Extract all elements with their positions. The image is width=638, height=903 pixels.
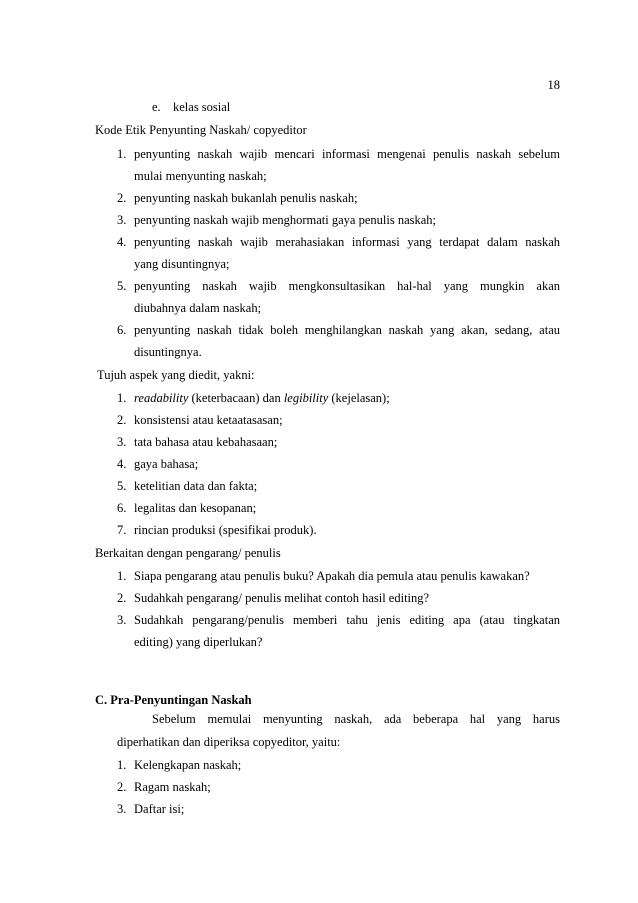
section-heading-c: C. Pra-Penyuntingan Naskah (95, 693, 252, 707)
term-readability-desc: (keterbacaan) dan (188, 391, 284, 405)
list-item-text: legalitas dan kesopanan; (134, 501, 257, 515)
list-item-text-cont: diubahnya dalam naskah; (134, 301, 262, 315)
list-number: 3. (117, 613, 127, 627)
list-item-text: Ragam naskah; (134, 780, 211, 794)
list-number: 3. (117, 802, 127, 816)
term-legibility: legibility (283, 391, 329, 405)
list-number: 3. (117, 435, 127, 449)
list-item-text: penyunting naskah bukanlah penulis naskah; (134, 191, 358, 205)
list-item-text: tata bahasa atau kebahasaan; (134, 435, 278, 449)
list-number: 5. (117, 479, 127, 493)
section-heading: Tujuh aspek yang diedit, yakni: (97, 368, 255, 382)
list-item-text (134, 390, 390, 406)
page-number: 18 (547, 78, 560, 92)
list-item-text-cont: editing) yang diperlukan? (134, 635, 263, 649)
list-item-text: ketelitian data dan fakta; (134, 479, 258, 493)
list-item-text: Daftar isi; (134, 802, 185, 816)
list-item-text: penyunting naskah wajib menghormati gaya penulis naskah; (134, 213, 437, 227)
list-number: 6. (117, 323, 127, 337)
list-number: 1. (117, 569, 127, 583)
list-item-text-cont: yang disuntingnya; (134, 257, 230, 271)
list-marker: e. (152, 100, 161, 114)
list-item-text: Siapa pengarang atau penulis buku? Apakah dia pemula atau penulis kawakan? (134, 569, 530, 583)
list-item-text-cont: disuntingnya. (134, 345, 202, 359)
list-item-text: kelas sosial (173, 100, 231, 114)
list-number: 2. (117, 413, 127, 427)
list-number: 2. (117, 780, 127, 794)
section-heading: Berkaitan dengan pengarang/ penulis (95, 546, 281, 560)
list-item-text: penyunting naskah wajib mengkonsultasikan hal-hal yang mungkin akan (134, 279, 560, 293)
list-number: 2. (117, 591, 127, 605)
list-item-text: konsistensi atau ketaatasasan; (134, 413, 283, 427)
list-item-text: gaya bahasa; (134, 457, 199, 471)
term-legibility-desc: (kejelasan); (328, 391, 390, 405)
list-item-text: Sudahkah pengarang/penulis memberi tahu jenis editing apa (atau tingkatan (134, 613, 560, 627)
list-item-text: rincian produksi (spesifikai produk). (134, 523, 317, 537)
list-item-text: penyunting naskah tidak boleh menghilangkan naskah yang akan, sedang, atau (134, 323, 560, 337)
list-number: 1. (117, 147, 127, 161)
section-heading: Kode Etik Penyunting Naskah/ copyeditor (95, 123, 307, 137)
list-number: 4. (117, 457, 127, 471)
list-item-text-cont: mulai menyunting naskah; (134, 169, 267, 183)
list-number: 3. (117, 213, 127, 227)
list-number: 1. (117, 391, 127, 405)
list-item-text: penyunting naskah wajib merahasiakan informasi yang terdapat dalam naskah (134, 235, 560, 249)
list-number: 2. (117, 191, 127, 205)
list-number: 1. (117, 758, 127, 772)
list-number: 6. (117, 501, 127, 515)
paragraph-line-cont: diperhatikan dan diperiksa copyeditor, yaitu: (117, 735, 341, 749)
list-item-text: Sudahkah pengarang/ penulis melihat contoh hasil editing? (134, 591, 430, 605)
list-number: 7. (117, 523, 127, 537)
list-number: 5. (117, 279, 127, 293)
paragraph-line: Sebelum memulai menyunting naskah, ada beberapa hal yang harus (152, 712, 560, 726)
term-readability: readability (134, 391, 189, 405)
list-item-text: penyunting naskah wajib mencari informasi mengenai penulis naskah sebelum (134, 147, 560, 161)
list-item-text: Kelengkapan naskah; (134, 758, 242, 772)
list-number: 4. (117, 235, 127, 249)
